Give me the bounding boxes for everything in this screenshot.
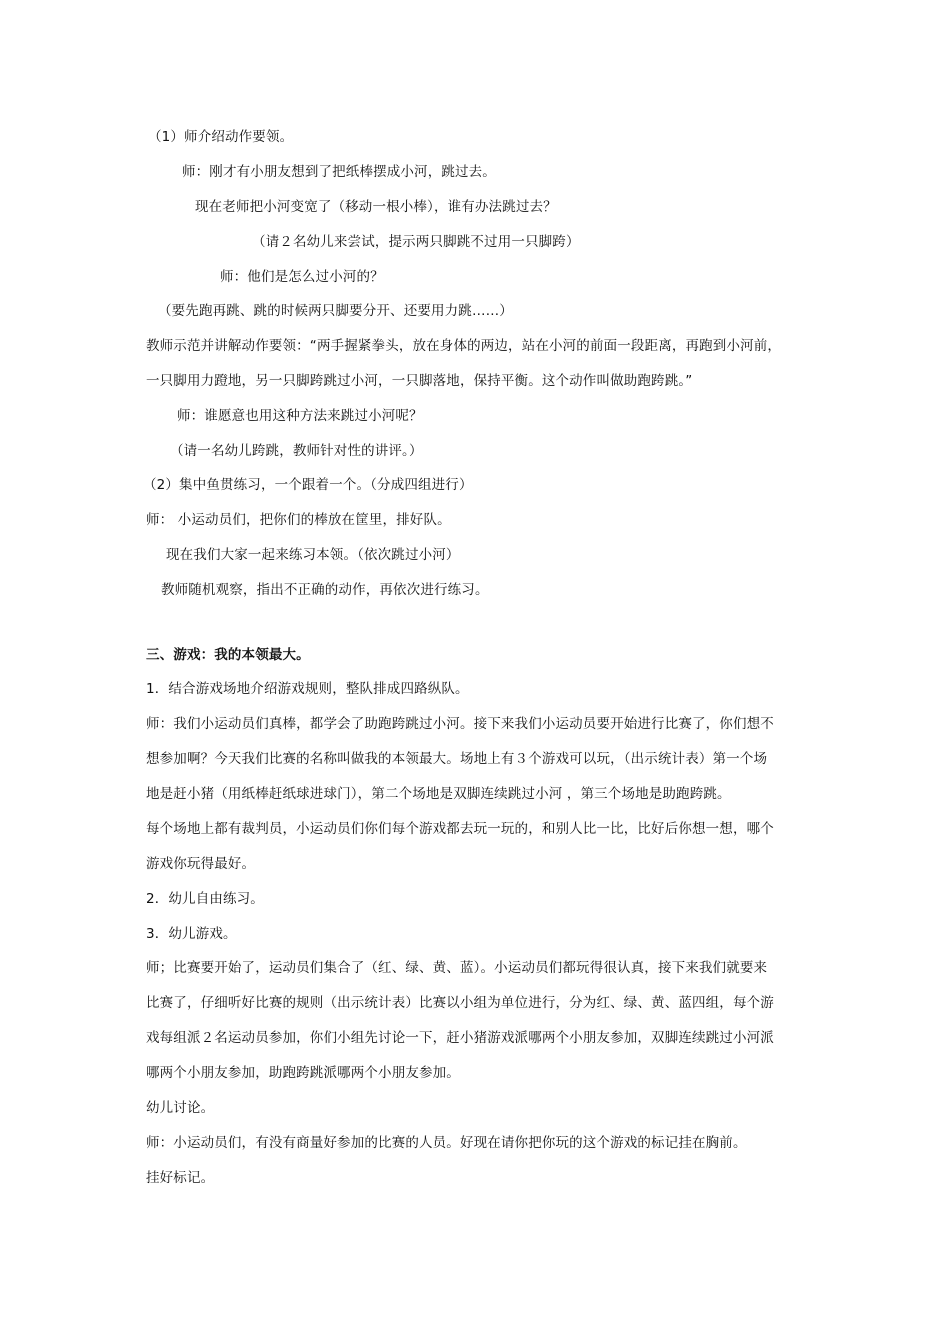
paragraph-line: 师：小运动员们，有没有商量好参加的比赛的人员。好现在请你把你玩的这个游戏的标记挂在胸前。 bbox=[146, 1135, 747, 1151]
paragraph-line: 1．结合游戏场地介绍游戏规则，整队排成四路纵队。 bbox=[146, 681, 469, 697]
paragraph-line: 师；比赛要开始了，运动员们集合了（红、绿、黄、蓝）。小运动员们都玩得很认真，接下来我们就要来 bbox=[146, 960, 768, 976]
paragraph-line: 比赛了，仔细听好比赛的规则（出示统计表）比赛以小组为单位进行，分为红、绿、黄、蓝四组，每个游 bbox=[146, 995, 774, 1011]
paragraph-line: （要先跑再跳、跳的时候两只脚要分开、还要用力跳……） bbox=[158, 303, 513, 319]
paragraph-line: （请２名幼儿来尝试，提示两只脚跳不过用一只脚跨） bbox=[252, 234, 580, 250]
paragraph-line: 教师随机观察，指出不正确的动作，再依次进行练习。 bbox=[161, 582, 489, 598]
paragraph-line: 地是赶小猪（用纸棒赶纸球进球门），第二个场地是双脚连续跳过小河 ，第三个场地是助跑跨跳。 bbox=[146, 786, 731, 802]
paragraph-line: 每个场地上都有裁判员，小运动员们你们每个游戏都去玩一玩的，和别人比一比，比好后你想一想，哪个 bbox=[146, 821, 774, 837]
paragraph-line: 想参加啊？今天我们比赛的名称叫做我的本领最大。场地上有３个游戏可以玩，（出示统计表）第一个场 bbox=[146, 751, 768, 767]
section-heading: 三、游戏：我的本领最大。 bbox=[146, 647, 310, 663]
paragraph-line: 现在老师把小河变宽了（移动一根小棒），谁有办法跳过去？ bbox=[195, 199, 557, 215]
paragraph-line: 3．幼儿游戏。 bbox=[146, 926, 237, 942]
paragraph-line: 师：我们小运动员们真棒，都学会了助跑跨跳过小河。接下来我们小运动员要开始进行比赛了，你们想不 bbox=[146, 716, 774, 732]
paragraph-line: 师：谁愿意也用这种方法来跳过小河呢？ bbox=[177, 408, 423, 424]
paragraph-line: （2）集中鱼贯练习，一个跟着一个。（分成四组进行） bbox=[143, 477, 473, 493]
paragraph-line: 戏每组派２名运动员参加，你们小组先讨论一下，赶小猪游戏派哪两个小朋友参加，双脚连续跳过小河派 bbox=[146, 1030, 774, 1046]
paragraph-line: 幼儿讨论。 bbox=[146, 1100, 215, 1116]
paragraph-line: 2．幼儿自由练习。 bbox=[146, 891, 264, 907]
paragraph-line: 现在我们大家一起来练习本领。（依次跳过小河） bbox=[166, 547, 460, 563]
paragraph-line: 师：他们是怎么过小河的？ bbox=[220, 269, 384, 285]
paragraph-line: 师： 小运动员们，把你们的棒放在筐里，排好队。 bbox=[146, 512, 451, 528]
paragraph-line: 一只脚用力蹬地，另一只脚跨跳过小河，一只脚落地，保持平衡。这个动作叫做助跑跨跳。” bbox=[146, 373, 693, 389]
paragraph-line: 游戏你玩得最好。 bbox=[146, 856, 256, 872]
paragraph-line: 哪两个小朋友参加，助跑跨跳派哪两个小朋友参加。 bbox=[146, 1065, 460, 1081]
paragraph-line: （1）师介绍动作要领。 bbox=[148, 129, 294, 145]
paragraph-line: 教师示范并讲解动作要领：“两手握紧拳头，放在身体的两边，站在小河的前面一段距离，再跑到小河前， bbox=[146, 338, 782, 354]
paragraph-line: （请一名幼儿跨跳，教师针对性的讲评。） bbox=[170, 443, 423, 459]
paragraph-line: 师：刚才有小朋友想到了把纸棒摆成小河，跳过去。 bbox=[182, 164, 496, 180]
paragraph-line: 挂好标记。 bbox=[146, 1170, 215, 1186]
